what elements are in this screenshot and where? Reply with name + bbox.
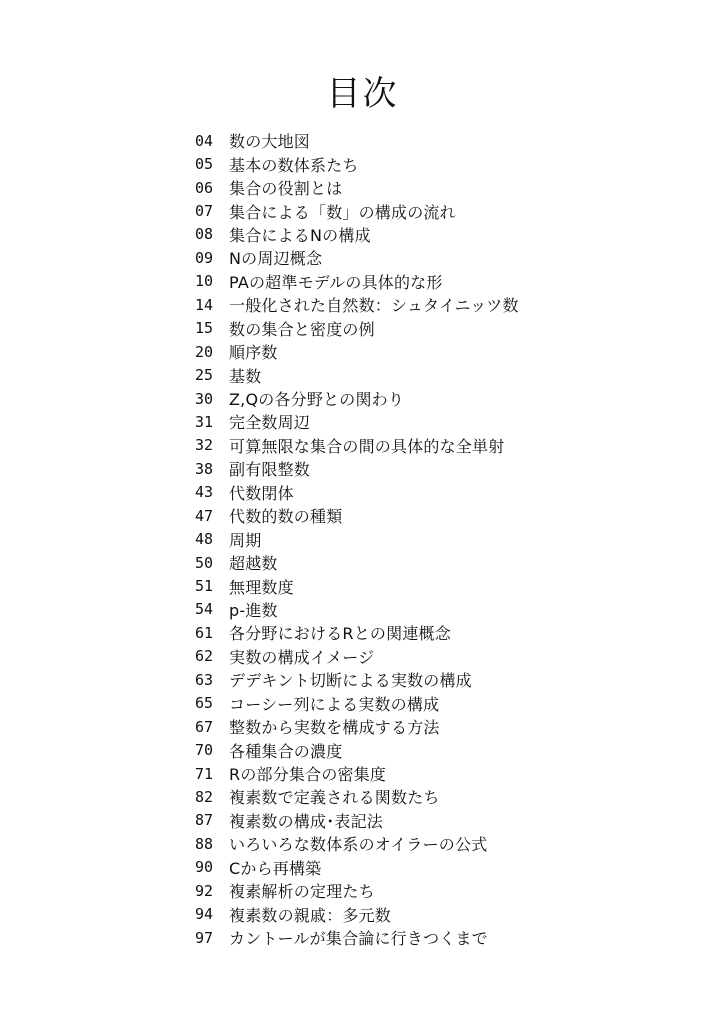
toc-entry (195, 504, 695, 527)
toc-page-number: 14 (195, 295, 214, 314)
toc-entry-title: Cから再構築 (229, 858, 322, 878)
toc-page-number: 20 (195, 342, 214, 361)
toc-entry-title: 無理数度 (229, 577, 294, 597)
toc-entry-title: 代数閉体 (229, 483, 294, 503)
toc-entry (195, 926, 695, 949)
toc-entry (195, 668, 695, 691)
toc-entry (195, 176, 695, 199)
toc-entry (195, 317, 695, 340)
toc-entry (195, 223, 695, 246)
toc-entry (195, 152, 695, 175)
toc-entry (195, 129, 695, 152)
toc-entry (195, 762, 695, 785)
toc-page-number: 43 (195, 483, 214, 502)
toc-entry (195, 785, 695, 808)
toc-entry-title: 整数から実数を構成する方法 (229, 718, 440, 738)
toc-entry (195, 527, 695, 550)
toc-entry-title: 複素数の構成･表記法 (229, 811, 384, 831)
toc-page-number: 08 (195, 225, 214, 244)
toc-entry (195, 621, 695, 644)
page-title: 目次 (326, 74, 399, 114)
toc-entry-title: カントールが集合論に行きつくまで (229, 929, 488, 949)
toc-entry (195, 551, 695, 574)
toc-entry (195, 692, 695, 715)
toc-page-number: 31 (195, 412, 214, 431)
toc-page-number: 06 (195, 178, 214, 197)
toc-entry-title: 各種集合の濃度 (229, 741, 343, 761)
toc-entry-title: 各分野におけるRとの関連概念 (229, 624, 451, 644)
toc-entry-title: いろいろな数体系のオイラーの公式 (229, 835, 488, 855)
toc-entry-title: 複素解析の定理たち (229, 882, 375, 902)
toc-entry (195, 293, 695, 316)
toc-entry-title: 可算無限な集合の間の具体的な全単射 (229, 436, 505, 456)
toc-page-number: 67 (195, 717, 214, 736)
toc-entry (195, 574, 695, 597)
toc-entry-title: Nの周辺概念 (229, 249, 323, 269)
toc-entry-title: 複素数で定義される関数たち (229, 788, 440, 808)
toc-page-number: 05 (195, 155, 214, 174)
toc-entry (195, 832, 695, 855)
toc-page-number: 10 (195, 272, 214, 291)
toc-entry-title: コーシー列による実数の構成 (229, 694, 440, 714)
table-of-contents (195, 129, 695, 949)
toc-page-number: 90 (195, 858, 214, 877)
toc-entry-title: 基数 (229, 366, 262, 386)
toc-entry-title: Rの部分集合の密集度 (229, 765, 387, 785)
toc-page-number: 32 (195, 436, 214, 455)
toc-page-number: 70 (195, 741, 214, 760)
toc-page-number: 92 (195, 881, 214, 900)
toc-entry (195, 856, 695, 879)
toc-entry (195, 902, 695, 925)
toc-page-number: 71 (195, 764, 214, 783)
toc-entry (195, 434, 695, 457)
toc-page-number: 61 (195, 623, 214, 642)
toc-entry-title: 基本の数体系たち (229, 155, 359, 175)
toc-entry-title: 順序数 (229, 343, 278, 363)
toc-entry (195, 410, 695, 433)
toc-entry-title: 数の大地図 (229, 132, 311, 152)
toc-page-number: 88 (195, 834, 214, 853)
toc-entry-title: 集合の役割とは (229, 179, 343, 199)
toc-entry (195, 270, 695, 293)
toc-page-number: 63 (195, 670, 214, 689)
toc-entry (195, 481, 695, 504)
toc-page-number: 54 (195, 600, 214, 619)
toc-entry-title: 超越数 (229, 554, 278, 574)
toc-page-number: 50 (195, 553, 214, 572)
toc-page-number: 25 (195, 366, 214, 385)
toc-page-number: 04 (195, 131, 214, 150)
toc-page-number: 07 (195, 202, 214, 221)
toc-page-number: 09 (195, 248, 214, 267)
toc-entry (195, 809, 695, 832)
toc-entry (195, 598, 695, 621)
toc-page-number: 87 (195, 811, 214, 830)
toc-entry-title: デデキント切断による実数の構成 (229, 671, 472, 691)
toc-entry-title: PAの超準モデルの具体的な形 (229, 272, 443, 292)
toc-page-number: 62 (195, 647, 214, 666)
toc-entry-title: 周期 (229, 530, 262, 550)
toc-entry-title: 実数の構成イメージ (229, 647, 375, 667)
toc-entry-title: p-進数 (229, 600, 278, 620)
toc-entry (195, 879, 695, 902)
toc-page-number: 38 (195, 459, 214, 478)
toc-entry-title: 副有限整数 (229, 460, 311, 480)
toc-entry (195, 246, 695, 269)
toc-entry (195, 363, 695, 386)
toc-entry-title: 集合による「数」の構成の流れ (229, 202, 456, 222)
toc-page-number: 48 (195, 530, 214, 549)
toc-entry (195, 340, 695, 363)
toc-entry-title: 複素数の親戚：多元数 (229, 905, 392, 925)
toc-page-number: 30 (195, 389, 214, 408)
toc-page-number: 65 (195, 694, 214, 713)
toc-entry-title: 一般化された自然数：シュタイニッツ数 (229, 296, 519, 316)
toc-entry-title: 代数的数の種類 (229, 507, 343, 527)
toc-page-number: 47 (195, 506, 214, 525)
toc-entry-title: 完全数周辺 (229, 413, 311, 433)
toc-entry (195, 387, 695, 410)
toc-entry-title: Z,Qの各分野との関わり (229, 390, 405, 410)
toc-page-number: 51 (195, 577, 214, 596)
toc-entry (195, 457, 695, 480)
toc-page-number: 94 (195, 905, 214, 924)
toc-page-number: 82 (195, 787, 214, 806)
toc-page-number: 15 (195, 319, 214, 338)
toc-entry-title: 数の集合と密度の例 (229, 319, 375, 339)
toc-entry (195, 738, 695, 761)
toc-entry-title: 集合によるNの構成 (229, 225, 371, 245)
toc-entry (195, 645, 695, 668)
toc-entry (195, 199, 695, 222)
toc-page-number: 97 (195, 928, 214, 947)
toc-entry (195, 715, 695, 738)
